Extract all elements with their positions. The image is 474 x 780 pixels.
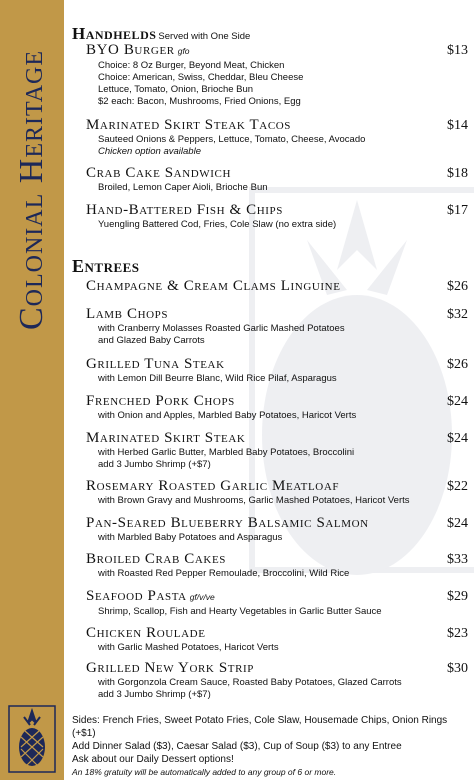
- section-handhelds: [72, 24, 250, 44]
- item-name: Crab Cake Sandwich: [86, 165, 232, 181]
- item-desc: Shrimp, Scallop, Fish and Hearty Vegetables in Garlic Butter Sauce: [98, 606, 382, 617]
- item-price: $22: [447, 479, 468, 494]
- item-price: $29: [447, 589, 468, 604]
- item-desc: Choice: 8 Oz Burger, Beyond Meat, Chicken: [98, 60, 285, 71]
- item-name: BYO Burger: [86, 42, 175, 58]
- item-tag: gf/v/ve: [189, 592, 215, 602]
- item-price: $17: [447, 203, 468, 218]
- item-name: Grilled Tuna Steak: [86, 356, 225, 372]
- menu-item: [86, 202, 468, 231]
- item-price: $26: [447, 279, 468, 294]
- item-desc: and Glazed Baby Carrots: [98, 335, 205, 346]
- gratuity-note: An 18% gratuity will be automatically added to any group of 6 or more.: [72, 767, 337, 777]
- item-desc: Sauteed Onions & Peppers, Lettuce, Tomato, Cheese, Avocado: [98, 134, 366, 145]
- item-price: $14: [447, 118, 468, 133]
- item-name: Champagne & Cream Clams Linguine: [86, 278, 341, 294]
- item-name: Broiled Crab Cakes: [86, 551, 226, 567]
- item-desc: $2 each: Bacon, Mushrooms, Fried Onions, Egg: [98, 96, 301, 107]
- item-name: Lamb Chops: [86, 306, 169, 322]
- menu-item: [86, 625, 468, 654]
- item-price: $18: [447, 166, 468, 181]
- item-desc: with Cranberry Molasses Roasted Garlic Mashed Potatoes: [98, 323, 345, 334]
- item-name: Marinated Skirt Steak: [86, 430, 246, 446]
- menu-item: [86, 660, 468, 701]
- menu-item: [86, 278, 468, 295]
- item-name: Frenched Pork Chops: [86, 393, 235, 409]
- item-desc: with Gorgonzola Cream Sauce, Roasted Baby Potatoes, Glazed Carrots: [98, 677, 402, 688]
- item-desc: with Lemon Dill Beurre Blanc, Wild Rice Pilaf, Asparagus: [98, 373, 337, 384]
- item-desc: with Roasted Red Pepper Remoulade, Broccolini, Wild Rice: [98, 568, 350, 579]
- section-entrees: [72, 256, 140, 277]
- item-price: $24: [447, 394, 468, 409]
- item-desc: Lettuce, Tomato, Onion, Brioche Bun: [98, 84, 254, 95]
- pineapple-logo-icon: [8, 705, 56, 773]
- item-tag: gfo: [177, 46, 190, 56]
- item-desc-italic: Chicken option available: [98, 146, 201, 157]
- item-name: Marinated Skirt Steak Tacos: [86, 117, 292, 133]
- menu-footer: [72, 714, 470, 778]
- sidebar-band: [0, 0, 64, 780]
- item-price: $24: [447, 516, 468, 531]
- handhelds-note: Served with One Side: [158, 31, 251, 42]
- item-price: $24: [447, 431, 468, 446]
- item-desc: with Herbed Garlic Butter, Marbled Baby Potatoes, Broccolini: [98, 447, 355, 458]
- item-name: Seafood Pasta: [86, 588, 187, 604]
- menu-item: [86, 117, 468, 158]
- handhelds-title: Handhelds: [72, 24, 157, 43]
- menu-item: [86, 42, 468, 108]
- item-desc: add 3 Jumbo Shrimp (+$7): [98, 459, 211, 470]
- item-price: $32: [447, 307, 468, 322]
- menu-item: [86, 515, 468, 544]
- item-price: $13: [447, 43, 468, 58]
- item-price: $26: [447, 357, 468, 372]
- menu-item: [86, 478, 468, 507]
- item-name: Hand-Battered Fish & Chips: [86, 202, 283, 218]
- menu-item: [86, 356, 468, 385]
- item-desc: Yuengling Battered Cod, Fries, Cole Slaw (no extra side): [98, 219, 337, 230]
- item-desc: with Brown Gravy and Mushrooms, Garlic Mashed Potatoes, Haricot Verts: [98, 495, 410, 506]
- menu-content: [72, 0, 470, 780]
- dessert-note: Ask about our Daily Dessert options!: [72, 754, 234, 765]
- item-name: Chicken Roulade: [86, 625, 206, 641]
- menu-item: [86, 165, 468, 194]
- menu-item: [86, 393, 468, 422]
- item-desc: with Onion and Apples, Marbled Baby Potatoes, Haricot Verts: [98, 410, 357, 421]
- sides-note: Sides: French Fries, Sweet Potato Fries, Cole Slaw, Housemade Chips, Onion Rings (+$1): [72, 715, 448, 739]
- item-name: Pan-Seared Blueberry Balsamic Salmon: [86, 515, 369, 531]
- item-desc: with Garlic Mashed Potatoes, Haricot Verts: [98, 642, 279, 653]
- item-desc: Broiled, Lemon Caper Aioli, Brioche Bun: [98, 182, 268, 193]
- menu-item: [86, 551, 468, 580]
- entrees-title: Entrees: [72, 256, 140, 276]
- menu-item: [86, 588, 468, 618]
- menu-item: [86, 430, 468, 471]
- brand-title: Colonial Heritage: [13, 49, 50, 331]
- item-name: Rosemary Roasted Garlic Meatloaf: [86, 478, 340, 494]
- item-price: $33: [447, 552, 468, 567]
- item-desc: Choice: American, Swiss, Cheddar, Bleu Cheese: [98, 72, 304, 83]
- item-desc: add 3 Jumbo Shrimp (+$7): [98, 689, 211, 700]
- item-price: $30: [447, 661, 468, 676]
- item-desc: with Marbled Baby Potatoes and Asparagus: [98, 532, 283, 543]
- menu-item: [86, 306, 468, 347]
- add-salad-note: Add Dinner Salad ($3), Caesar Salad ($3), Cup of Soup ($3) to any Entree: [72, 741, 402, 752]
- item-name: Grilled New York Strip: [86, 660, 254, 676]
- item-price: $23: [447, 626, 468, 641]
